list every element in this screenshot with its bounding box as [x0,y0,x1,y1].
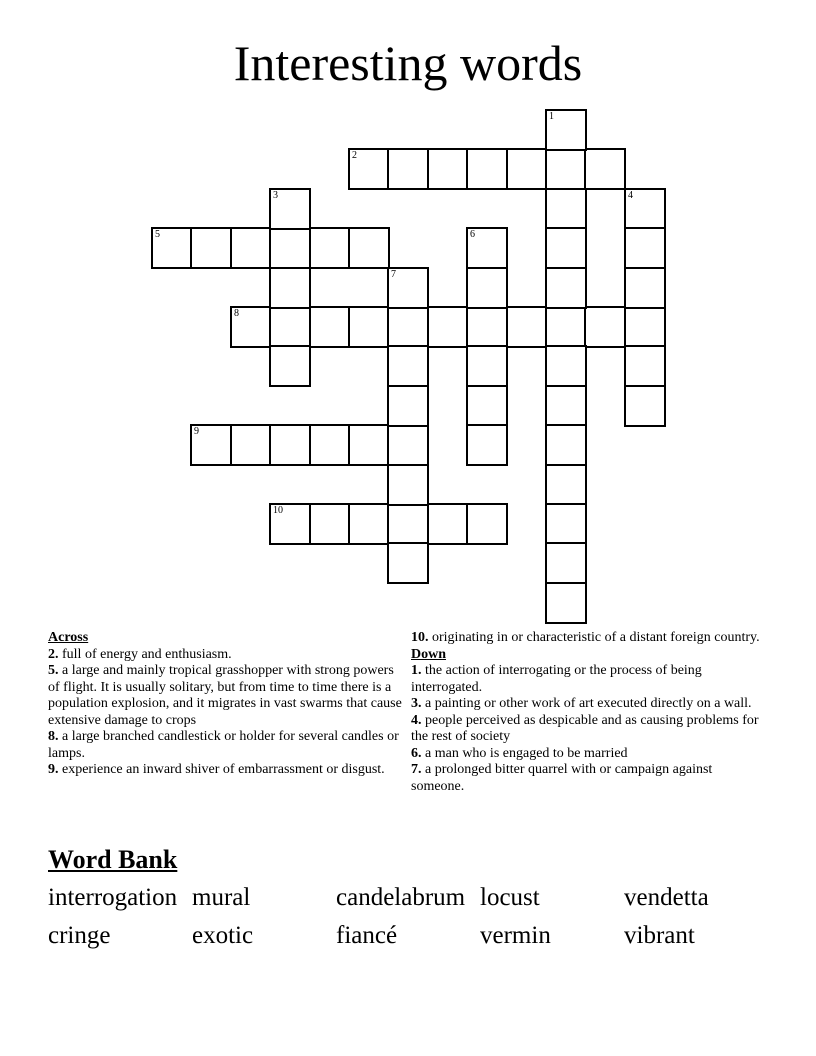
grid-cell[interactable] [466,148,508,190]
grid-cell[interactable] [545,424,587,466]
grid-cell[interactable] [466,267,508,309]
word-bank-item: vibrant [624,922,695,949]
grid-cell[interactable] [230,424,272,466]
clue-across-9: 9. experience an inward shiver of embarrassment or disgust. [48,762,385,777]
grid-cell[interactable] [387,424,429,466]
grid-cell[interactable] [466,503,508,545]
grid-cell[interactable] [624,385,666,427]
grid-cell[interactable] [230,306,272,348]
clue-number: 3 [273,190,278,201]
grid-cell[interactable] [309,503,351,545]
word-bank-heading: Word Bank [48,845,178,874]
clue-number: 2 [352,150,357,161]
grid-cell[interactable] [387,464,429,506]
grid-cell[interactable] [545,109,587,151]
grid-cell[interactable] [506,306,548,348]
grid-cell[interactable] [190,227,232,269]
grid-cell[interactable] [230,227,272,269]
grid-cell[interactable] [309,306,351,348]
grid-cell[interactable] [348,306,390,348]
word-bank-item: candelabrum [336,884,466,911]
grid-cell[interactable] [506,148,548,190]
grid-cell[interactable] [427,503,469,545]
grid-cell[interactable] [545,385,587,427]
grid-cell[interactable] [309,424,351,466]
grid-cell[interactable] [387,542,429,584]
grid-cell[interactable] [190,424,232,466]
grid-cell[interactable] [624,345,666,387]
clue-across-5: 5. a large and mainly tropical grasshopper with strong powers of flight. It is usually solitary, but from time to time there is a population explosion, and it migrates in vast swarms that cause extensive damage to crops [48,663,402,728]
word-bank-item: cringe [48,922,111,949]
grid-cell[interactable] [545,188,587,230]
grid-cell[interactable] [545,345,587,387]
grid-cell[interactable] [269,503,311,545]
clue-number: 5 [155,229,160,240]
grid-cell[interactable] [624,306,666,348]
grid-cell[interactable] [348,503,390,545]
word-bank-item: vendetta [624,884,709,911]
grid-cell[interactable] [584,306,626,348]
grid-cell[interactable] [545,227,587,269]
grid-cell[interactable] [309,227,351,269]
grid-cell[interactable] [545,582,587,624]
grid-cell[interactable] [466,385,508,427]
grid-cell[interactable] [348,424,390,466]
grid-cell[interactable] [269,267,311,309]
grid-cell[interactable] [466,227,508,269]
grid-cell[interactable] [387,306,429,348]
grid-cell[interactable] [545,542,587,584]
grid-cell[interactable] [545,503,587,545]
grid-cell[interactable] [584,148,626,190]
clue-down-4: 4. people perceived as despicable and as causing problems for the rest of society [411,712,759,744]
grid-cell[interactable] [348,148,390,190]
word-bank-item: fiancé [336,922,398,949]
across-heading: Across [48,630,89,645]
clue-across-2: 2. full of energy and enthusiasm. [48,646,232,662]
grid-cell[interactable] [269,227,311,269]
grid-cell[interactable] [545,267,587,309]
grid-cell[interactable] [151,227,193,269]
clue-down-7: 7. a prolonged bitter quarrel with or campaign against someone. [411,762,713,794]
grid-cell[interactable] [624,227,666,269]
grid-cell[interactable] [387,503,429,545]
grid-cell[interactable] [387,385,429,427]
grid-cell[interactable] [427,148,469,190]
down-heading: Down [411,646,447,662]
clue-number: 4 [628,190,633,201]
clues-column-left [48,630,404,779]
clue-number: 10 [273,505,283,516]
grid-cell[interactable] [545,464,587,506]
grid-cell[interactable] [387,267,429,309]
clue-down-3: 3. a painting or other work of art executed directly on a wall. [411,696,752,711]
grid-cell[interactable] [545,306,587,348]
clue-number: 6 [470,229,475,240]
grid-cell[interactable] [466,345,508,387]
grid-cell[interactable] [269,424,311,466]
clue-number: 8 [234,308,239,319]
grid-cell[interactable] [387,148,429,190]
clue-across-8: 8. a large branched candlestick or holder for several candles or lamps. [48,729,399,761]
grid-cell[interactable] [427,306,469,348]
clue-number: 1 [549,111,554,122]
clue-number: 9 [194,426,199,437]
grid-cell[interactable] [545,148,587,190]
grid-cell[interactable] [348,227,390,269]
grid-cell[interactable] [269,188,311,230]
word-bank-item: interrogation [48,884,178,911]
clue-across-10: 10. originating in or characteristic of a distant foreign country. [411,630,760,645]
clue-down-1: 1. the action of interrogating or the process of being interrogated. [411,663,702,695]
clue-number: 7 [391,269,396,280]
grid-cell[interactable] [387,345,429,387]
grid-cell[interactable] [269,306,311,348]
page-title: Interesting words [233,35,583,91]
word-bank-item: exotic [192,922,254,949]
word-bank-item: mural [192,884,251,911]
clues-column-right [411,630,761,795]
clue-down-6: 6. a man who is engaged to be married [411,745,628,761]
grid-cell[interactable] [466,424,508,466]
word-bank-item: locust [480,884,540,911]
grid-cell[interactable] [466,306,508,348]
grid-cell[interactable] [624,267,666,309]
grid-cell[interactable] [269,345,311,387]
word-bank-item: vermin [480,922,551,949]
grid-cell[interactable] [624,188,666,230]
